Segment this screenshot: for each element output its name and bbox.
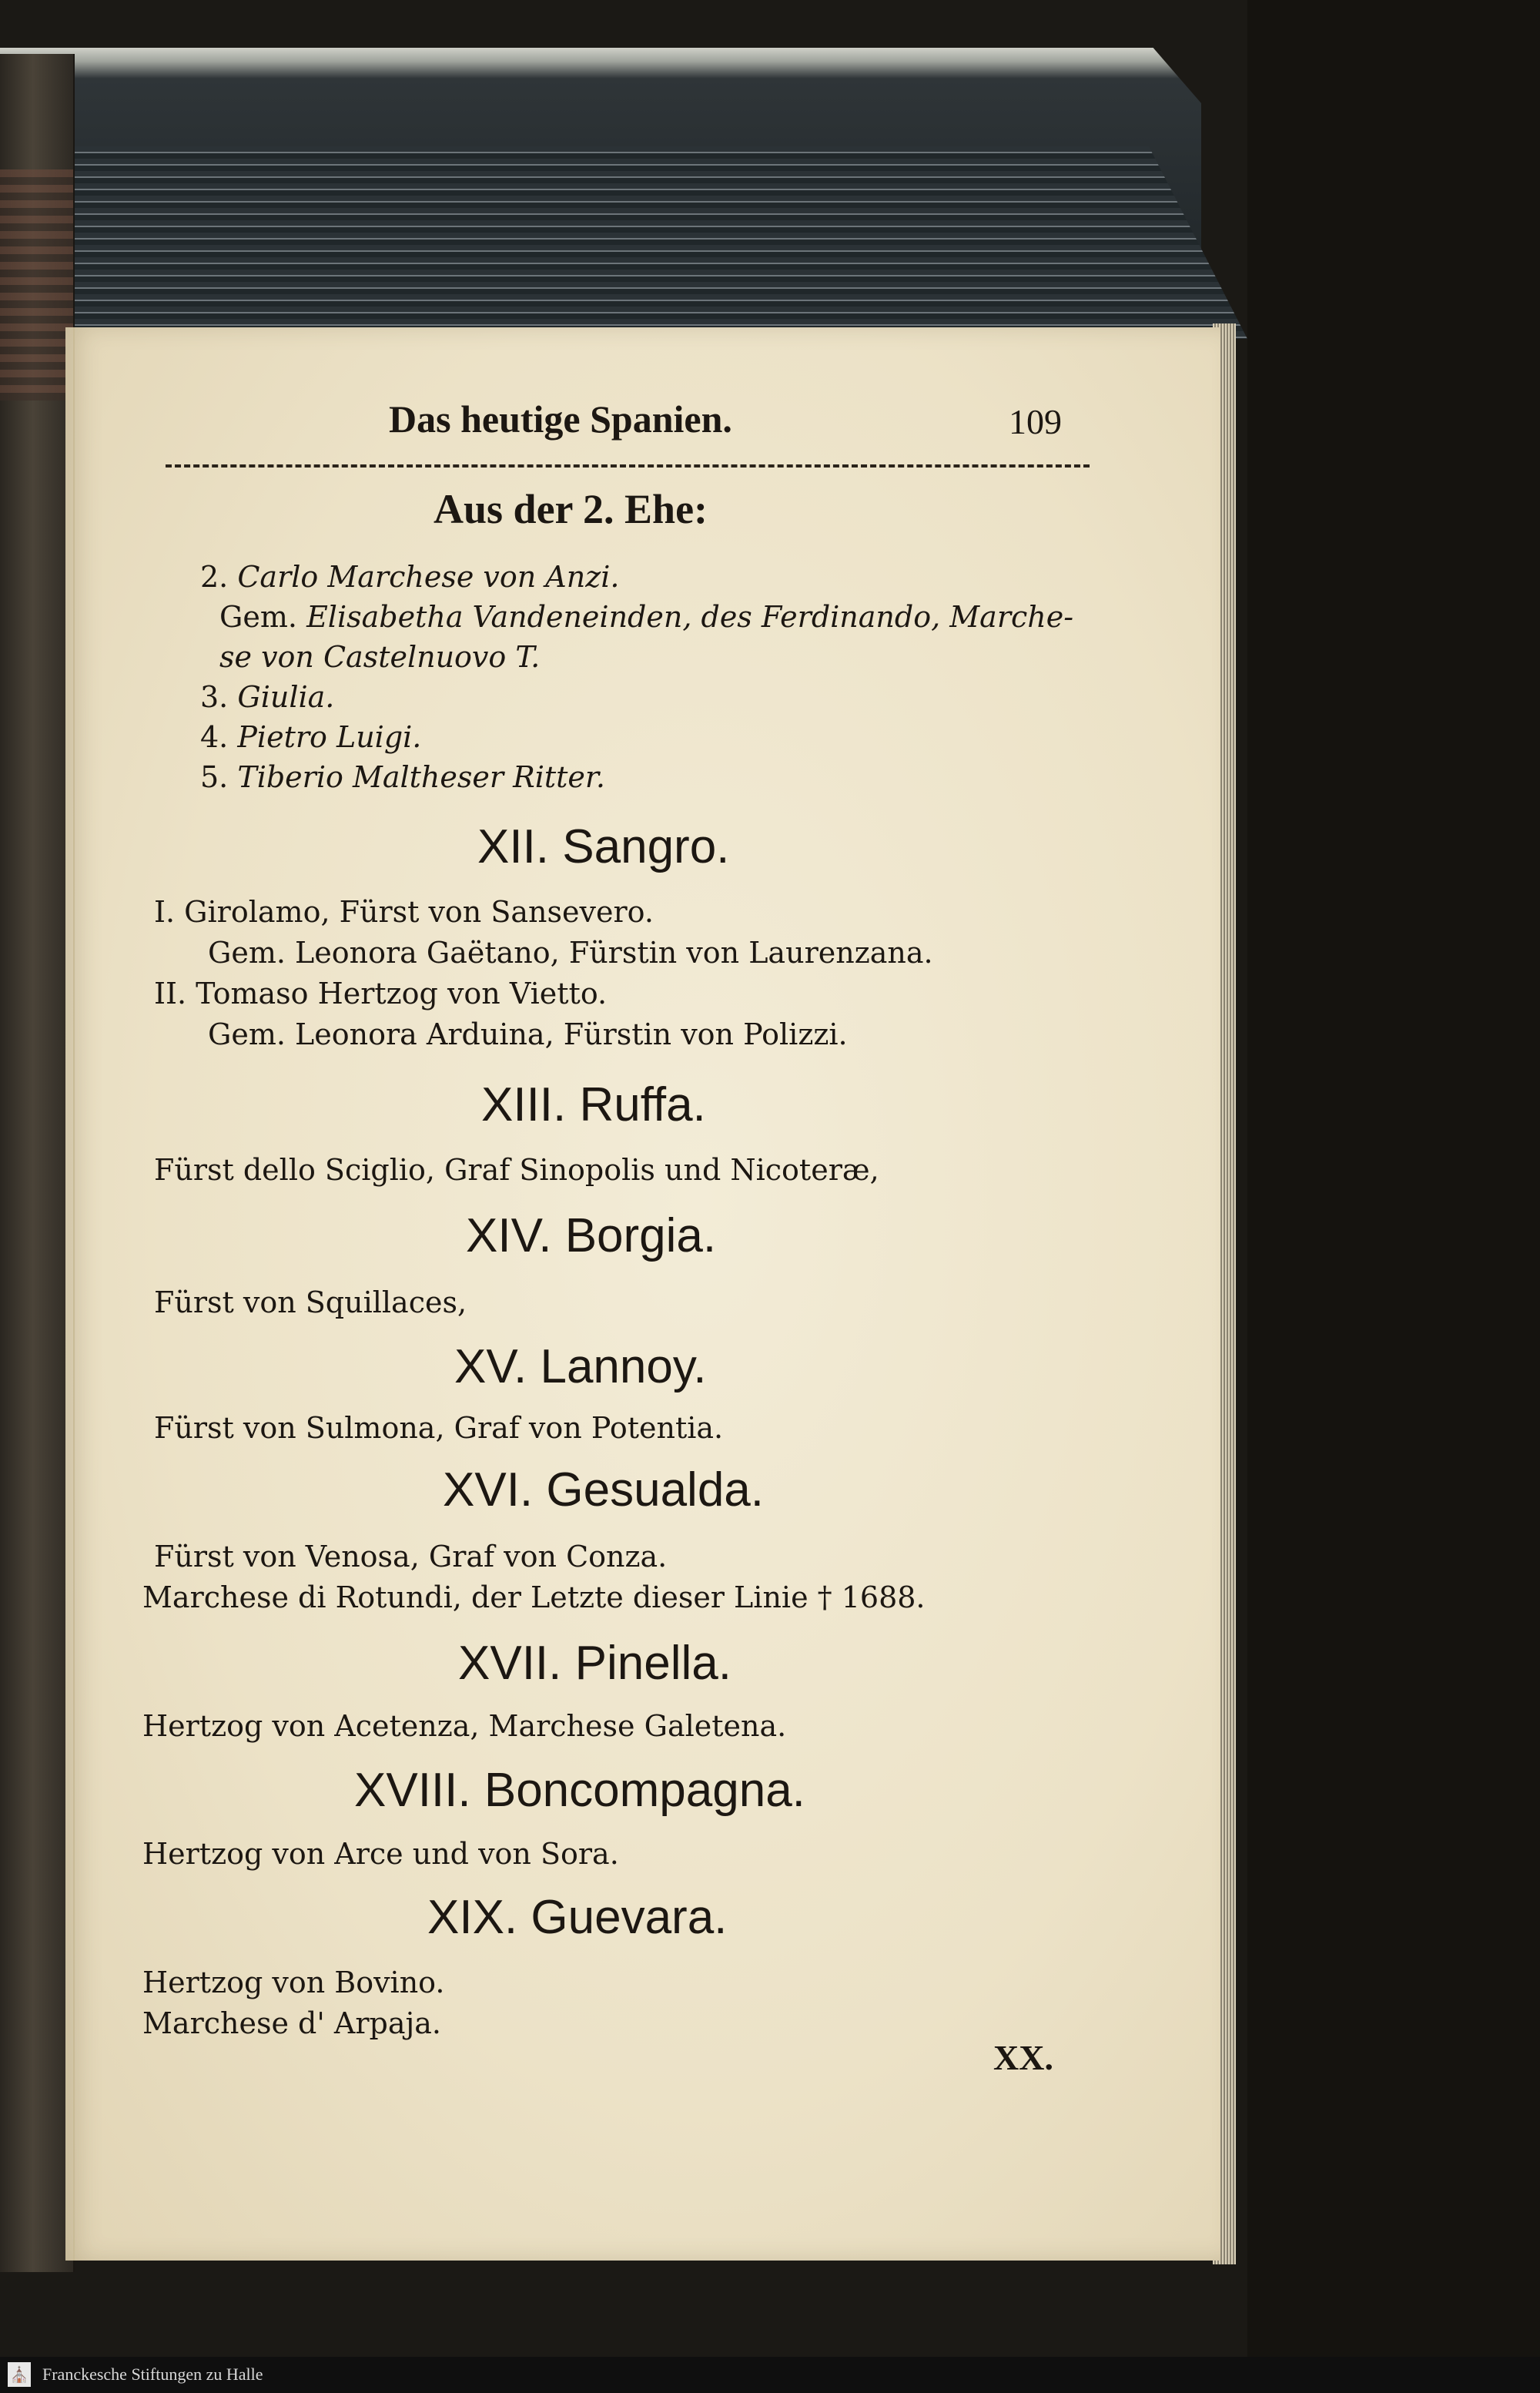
section-heading-pinella: XVII. Pinella. (458, 1637, 732, 1690)
section-heading-sangro: XII. Sangro. (477, 820, 730, 873)
section-heading-ruffa: XIII. Ruffa. (481, 1078, 706, 1131)
list-item: Marchese d' Arpaja. (142, 2006, 441, 2040)
footer-credit: Franckesche Stiftungen zu Halle (42, 2365, 263, 2384)
background-right (1247, 0, 1540, 2357)
book-spine (0, 54, 75, 2272)
list-item: Gem. Leonora Gaëtano, Fürstin von Laurenzana. (208, 936, 933, 970)
list-item: Fürst von Sulmona, Graf von Potentia. (154, 1411, 724, 1445)
spine-decoration (0, 169, 73, 401)
list-item: Hertzog von Arce und von Sora. (142, 1837, 619, 1871)
section-heading-gesualda: XVI. Gesualda. (443, 1463, 765, 1517)
list-item: I. Girolamo, Fürst von Sansevero. (154, 895, 654, 929)
list-item: II. Tomaso Hertzog von Vietto. (154, 977, 608, 1010)
list-item: 3. Giulia. (200, 680, 335, 714)
page-number: 109 (1009, 402, 1062, 441)
marriage-subheading: Aus der 2. Ehe: (434, 486, 708, 532)
section-heading-lannoy: XV. Lannoy. (454, 1340, 707, 1393)
page-block-edges (15, 146, 1247, 339)
list-item: Fürst von Venosa, Graf von Conza. (154, 1540, 668, 1574)
catchword: XX. (993, 2038, 1053, 2077)
header-rule (166, 464, 1090, 468)
section-heading-boncompagna: XVIII. Boncompagna. (354, 1764, 805, 1817)
book-page (65, 327, 1220, 2261)
page-content (65, 327, 1220, 2261)
list-item: 2. Carlo Marchese von Anzi. (200, 560, 620, 594)
section-heading-guevara: XIX. Guevara. (427, 1891, 728, 1944)
list-item: Fürst von Squillaces, (154, 1285, 467, 1319)
list-item: Fürst dello Sciglio, Graf Sinopolis und Nicoteræ, (154, 1153, 879, 1187)
institution-logo-icon: ⛪ (8, 2362, 31, 2387)
list-item: Gem. Leonora Arduina, Fürstin von Polizzi. (208, 1017, 848, 1051)
list-item: 5. Tiberio Maltheser Ritter. (200, 760, 605, 794)
list-item: Marchese di Rotundi, der Letzte dieser Linie † 1688. (142, 1580, 926, 1614)
list-item: Hertzog von Acetenza, Marchese Galetena. (142, 1709, 787, 1743)
list-item: Gem. Elisabetha Vandeneinden, des Ferdinando, Marche- (219, 600, 1074, 634)
list-item: se von Castelnuovo T. (219, 640, 541, 674)
section-heading-borgia: XIV. Borgia. (466, 1209, 717, 1262)
running-title: Das heutige Spanien. (389, 397, 732, 441)
list-item: 4. Pietro Luigi. (200, 720, 422, 754)
list-item: Hertzog von Bovino. (142, 1966, 445, 1999)
